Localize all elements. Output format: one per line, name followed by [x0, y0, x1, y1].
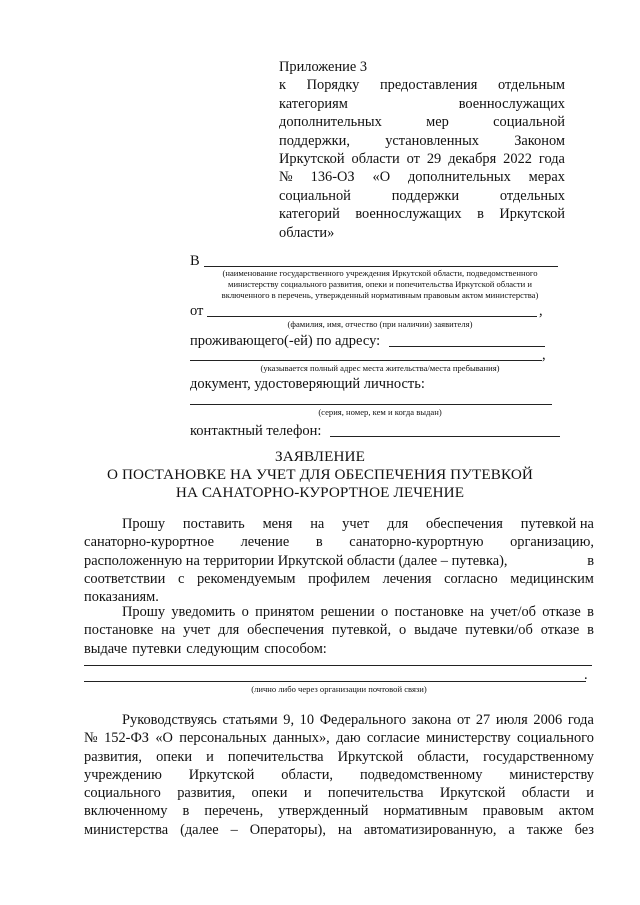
word: «О — [155, 730, 173, 747]
word: военнослужащих — [458, 95, 565, 112]
word: министерству — [509, 766, 594, 783]
word: учреждению — [84, 766, 162, 783]
word: социального — [84, 785, 161, 802]
appendix-line — [279, 113, 565, 131]
word: в — [587, 552, 594, 569]
word: категориям — [279, 95, 348, 112]
word: предоставления — [379, 77, 478, 94]
word: даю — [336, 730, 361, 747]
word: от — [406, 151, 420, 168]
word: 29 — [426, 151, 442, 168]
word: путевки/об — [465, 622, 533, 639]
word: попечительства — [227, 748, 324, 765]
word: 136-ОЗ — [310, 169, 355, 186]
word: социальной — [493, 114, 565, 131]
word: о — [398, 622, 407, 639]
word: 2006 — [533, 712, 563, 728]
word: «О — [372, 169, 391, 186]
word: от — [456, 712, 471, 728]
word: области, — [417, 748, 470, 765]
word: развития, — [84, 748, 142, 765]
method-field-line-1[interactable] — [84, 665, 592, 666]
word: опеки — [251, 785, 288, 802]
address-field-line-2[interactable] — [190, 360, 542, 361]
word: показаниям. — [84, 589, 159, 606]
word: о — [380, 604, 389, 620]
word: уведомить — [171, 604, 236, 620]
word: для — [387, 516, 409, 532]
word: Руководствуясь — [122, 712, 217, 728]
word: способом: — [264, 640, 327, 657]
word: июля — [495, 712, 528, 728]
word: на — [310, 516, 325, 532]
word: поддержки, — [279, 132, 350, 149]
paragraph-line — [84, 515, 594, 533]
to-caption-2: министерству социального развития, опеки и попечительства Иркутской области и — [228, 279, 532, 289]
appendix-line — [279, 224, 565, 242]
word: без — [574, 821, 594, 838]
paragraph-line — [84, 621, 594, 639]
word: (далее — [180, 821, 219, 838]
document-title-line-2: О ПОСТАНОВКЕ НА УЧЕТ ДЛЯ ОБЕСПЕЧЕНИЯ ПУТЕВКОЙ — [106, 466, 533, 483]
word: – — [230, 821, 238, 838]
address-label: проживающего(-ей) по адресу: — [190, 333, 381, 349]
word: в — [182, 803, 190, 820]
word: на — [337, 821, 352, 838]
word: обеспечения — [426, 516, 503, 532]
word: расположенную на территории Иркутской области (далее – путевка), — [84, 552, 508, 569]
id-document-label: документ, удостоверяющий личность: — [190, 376, 425, 392]
word: Прошу — [122, 516, 166, 532]
word: следующим — [186, 640, 260, 657]
word: в — [587, 604, 594, 620]
word: мерах — [528, 169, 565, 186]
word: решении — [320, 604, 375, 620]
word: области, — [281, 766, 333, 783]
word: отдельных — [499, 187, 565, 204]
appendix-line — [279, 132, 565, 150]
word: Иркутской — [279, 151, 345, 168]
word: автоматизированную, — [363, 821, 497, 838]
word: также — [526, 821, 563, 838]
word: путевкой на — [520, 516, 594, 532]
word: меня — [262, 516, 293, 532]
appendix-line — [279, 205, 565, 223]
word: министерства — [84, 821, 169, 838]
word: постановке — [84, 622, 154, 639]
word: отдельным — [497, 77, 565, 94]
word: в — [315, 534, 323, 551]
word: Операторы), — [249, 821, 326, 838]
from-label: от — [190, 303, 204, 319]
word: и — [303, 785, 312, 802]
word: категорий — [279, 206, 340, 223]
word: отказе — [542, 604, 581, 620]
word: а — [508, 821, 515, 838]
word: к — [279, 77, 286, 94]
word: соответствии — [84, 570, 166, 587]
method-caption: (лично либо через организации почтовой связи) — [251, 684, 427, 694]
word: № — [84, 730, 98, 747]
word: поставить — [182, 516, 245, 532]
word: государственному — [483, 748, 594, 765]
word: Федерального — [319, 712, 407, 728]
word: обеспечения — [247, 622, 325, 639]
word: статьями — [222, 712, 278, 728]
phone-label: контактный телефон: — [190, 423, 322, 439]
word: учет — [342, 516, 370, 532]
appendix-line — [279, 168, 565, 186]
word: области — [351, 151, 400, 168]
paragraph-consent — [84, 711, 594, 839]
word: опеки — [156, 748, 193, 765]
appendix-line — [279, 95, 565, 113]
word: отказе — [540, 622, 580, 639]
word: правовым — [482, 803, 544, 820]
paragraph-line — [84, 729, 594, 747]
paragraph-line — [84, 748, 594, 766]
word: декабря — [448, 151, 497, 168]
from-field-line[interactable] — [207, 316, 537, 317]
word: путевки — [132, 640, 182, 657]
paragraph-line — [84, 766, 594, 784]
appendix-heading: Приложение 3 — [279, 59, 368, 75]
word: для — [218, 622, 240, 639]
word: дополнительных — [279, 114, 382, 131]
word: согласие — [366, 730, 420, 747]
word: учет/об — [490, 604, 536, 620]
paragraph-line — [84, 802, 594, 820]
word: социальной — [279, 187, 351, 204]
word: на — [161, 622, 176, 639]
appendix-header — [279, 58, 565, 242]
word: персональных — [179, 730, 267, 747]
address-field-line-1[interactable] — [389, 346, 545, 347]
paragraph-line — [84, 711, 594, 729]
word: 10 — [299, 712, 315, 728]
word: принятом — [255, 604, 315, 620]
word: Порядку — [306, 77, 360, 94]
word: военнослужащих — [355, 206, 462, 223]
appendix-line — [279, 187, 565, 205]
word: путевкой, — [331, 622, 392, 639]
word: актом — [558, 803, 594, 820]
word: с — [177, 570, 185, 587]
word: лечения — [382, 570, 432, 587]
word: данных», — [273, 730, 330, 747]
word: в — [587, 622, 594, 639]
word: 2022 — [503, 151, 532, 168]
word: поддержки — [391, 187, 460, 204]
word: перечень, — [204, 803, 264, 820]
word: санаторно-курортную — [349, 534, 484, 551]
word: 9, — [283, 712, 295, 728]
word: Законом — [514, 132, 565, 149]
word: Иркутской — [188, 766, 255, 783]
word: санаторно-курортное — [84, 534, 214, 551]
word: социального — [517, 730, 594, 747]
word: включенному — [84, 803, 168, 820]
word: профилем — [308, 570, 370, 587]
word: утвержденный — [278, 803, 369, 820]
paragraph-line — [84, 552, 594, 570]
document-title-line-3: НА САНАТОРНО-КУРОРТНОЕ ЛЕЧЕНИЕ — [175, 484, 465, 501]
word: на — [469, 604, 485, 620]
word: года — [567, 712, 594, 728]
address-caption: (указывается полный адрес места жительства/места пребывания) — [260, 363, 500, 373]
word: выдаче — [84, 640, 128, 657]
word: мер — [426, 114, 449, 131]
to-field-line[interactable] — [204, 266, 558, 267]
word: согласно — [444, 570, 498, 587]
address-comma: , — [542, 347, 546, 363]
paragraph-line — [84, 821, 594, 839]
word: развития, — [177, 785, 236, 802]
appendix-line — [279, 150, 565, 168]
word: и — [206, 748, 214, 765]
word: дополнительных — [407, 169, 511, 186]
word: подведомственному — [359, 766, 483, 783]
word: медицинским — [510, 570, 594, 587]
to-label: В — [190, 253, 200, 269]
from-comma: , — [539, 303, 543, 319]
word: 152-ФЗ — [104, 730, 150, 747]
paragraph-line — [84, 640, 594, 658]
word: нормативным — [383, 803, 468, 820]
paragraph-notification — [84, 603, 594, 658]
word: рекомендуемым — [196, 570, 296, 587]
word: № — [279, 169, 293, 186]
word: 27 — [475, 712, 491, 728]
word: о — [241, 604, 249, 620]
id-document-caption: (серия, номер, кем и когда выдан) — [318, 407, 442, 417]
word: в — [477, 206, 484, 223]
word: организацию, — [510, 534, 594, 551]
paragraph-line — [84, 784, 594, 802]
method-dot: . — [584, 667, 588, 683]
document-title: ЗАЯВЛЕНИЕ — [275, 448, 365, 465]
method-field-line-2[interactable] — [84, 681, 586, 682]
word: года — [538, 151, 565, 168]
to-caption-1: (наименование государственного учреждения Иркутской области, подведомственного — [222, 268, 538, 278]
from-caption: (фамилия, имя, отчество (при наличии) заявителя) — [287, 319, 473, 329]
phone-field-line[interactable] — [330, 436, 560, 437]
word: закона — [411, 712, 452, 728]
paragraph-line — [84, 603, 594, 621]
id-document-field-line[interactable] — [190, 404, 552, 405]
word: лечение — [240, 534, 290, 551]
word: министерству — [426, 730, 511, 747]
word: Иркутской — [499, 206, 565, 223]
word: учет — [183, 622, 211, 639]
appendix-line — [279, 76, 565, 94]
word: Прошу — [122, 604, 166, 620]
word: попечительства — [327, 785, 424, 802]
word: области» — [279, 224, 335, 241]
word: Иркутской — [337, 748, 404, 765]
paragraph-request — [84, 515, 594, 606]
word: Иркутской — [439, 785, 506, 802]
word: области — [521, 785, 570, 802]
to-caption-3: включенного в перечень, утвержденный нормативным правовым актом министерства) — [221, 290, 539, 300]
word: и — [586, 785, 594, 802]
word: установленных — [385, 132, 479, 149]
paragraph-line — [84, 570, 594, 588]
paragraph-line — [84, 533, 594, 551]
word: постановке — [394, 604, 464, 620]
word: выдаче — [414, 622, 458, 639]
